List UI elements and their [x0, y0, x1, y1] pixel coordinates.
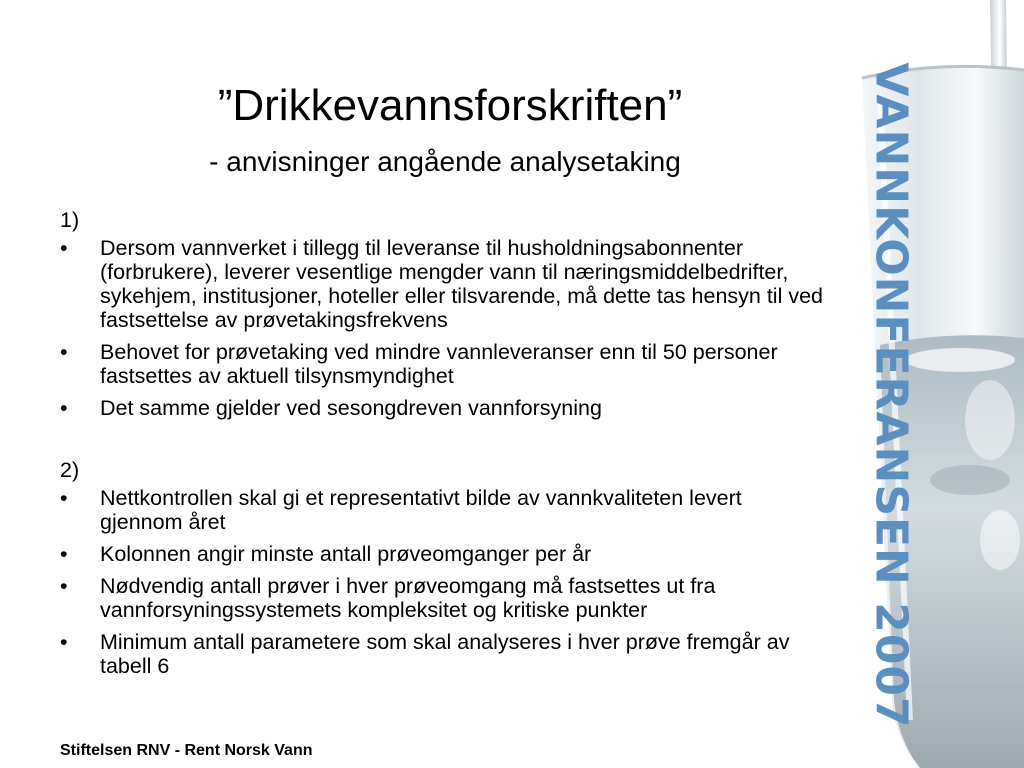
bullet-text: Nødvendig antall prøver i hver prøveomgang må fastsettes ut fra vannforsyningssystemets kompleksitet og kritiske punkter [100, 574, 716, 622]
bullet-icon: • [60, 396, 68, 420]
bullet-icon: • [60, 236, 68, 260]
bullet-text: Behovet for prøvetaking ved mindre vannleveranser enn til 50 personer fastsettes av aktuell tilsynsmyndighet [100, 340, 778, 388]
brand-vertical-text [865, 60, 917, 730]
bullet-icon: • [60, 486, 68, 510]
bullet-text: Nettkontrollen skal gi et representativt bilde av vannkvaliteten levert gjennom året [100, 486, 742, 534]
section-label: 1) [60, 208, 80, 232]
bullet-icon: • [60, 542, 68, 566]
bullet-text: Minimum antall parametere som skal analyseres i hver prøve fremgår av tabell 6 [100, 630, 790, 678]
section-spacer [60, 428, 830, 458]
section-label: 2) [60, 458, 80, 482]
bullet-icon: • [60, 630, 68, 654]
slide-title: ”Drikkevannsforskriften” [217, 81, 683, 130]
bullet-text: Det samme gjelder ved sesongdreven vannforsyning [100, 396, 602, 420]
list-item [60, 236, 830, 332]
section-1 [60, 208, 830, 420]
footer-organization: Stiftelsen RNV - Rent Norsk Vann [60, 742, 313, 759]
bullet-icon: • [60, 340, 68, 364]
bullet-icon: • [60, 574, 68, 598]
bullet-text: Kolonnen angir minste antall prøveomganger per år [100, 542, 592, 566]
list-item [60, 486, 830, 534]
slide-body [60, 208, 830, 686]
slide-subtitle: - anvisninger angående analysetaking [209, 146, 681, 177]
section-2 [60, 458, 830, 678]
bullet-list [60, 486, 830, 678]
list-item [60, 574, 830, 622]
bullet-list [60, 236, 830, 420]
list-item [60, 396, 830, 420]
list-item [60, 542, 830, 566]
brand-vertical-label: VANNKONFERANSEN 2007 [865, 61, 917, 729]
list-item [60, 630, 830, 678]
list-item [60, 340, 830, 388]
bullet-text: Dersom vannverket i tillegg til leveranse til husholdningsabonnenter (forbrukere), leverer vesentlige mengder vann til næringsmiddelbedrifter, sykehjem, institusjoner, hoteller eller tilsvarende, må dette tas hensyn til ved fastsettelse av prøvetakingsfrekvens [100, 236, 824, 332]
